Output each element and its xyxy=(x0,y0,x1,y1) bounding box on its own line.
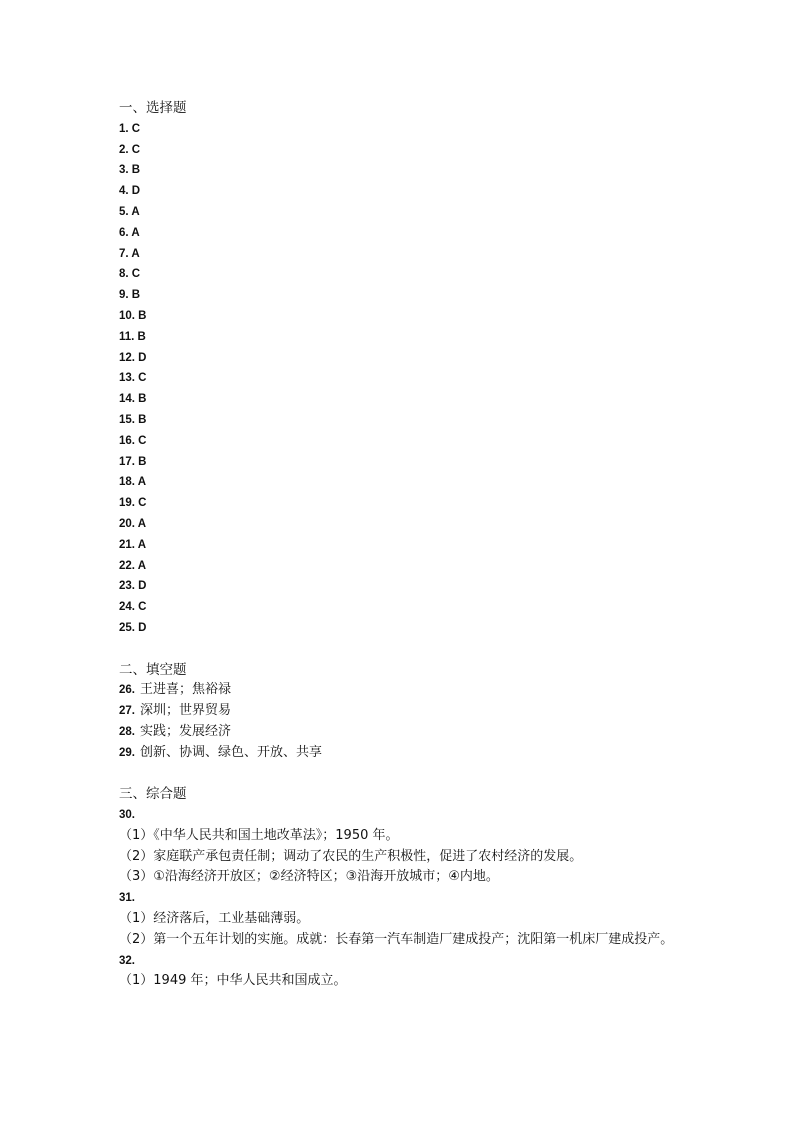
choice-answer-8: 8. C xyxy=(119,268,141,281)
choice-answer-16: 16. C xyxy=(119,434,147,447)
question-number: 27. xyxy=(119,705,135,718)
choice-answer-21: 21. A xyxy=(119,538,147,551)
choice-answer-13: 13. C xyxy=(119,372,147,385)
answer-key-page xyxy=(119,98,689,992)
multiple-choice-answer-list xyxy=(119,119,689,639)
question-number: 26. xyxy=(119,684,135,697)
answer-part-1: （1）经济落后，工业基础薄弱。 xyxy=(119,911,310,927)
choice-answer-9: 9. B xyxy=(119,289,141,302)
choice-answer-20: 20. A xyxy=(119,517,147,530)
question-number: 30. xyxy=(119,809,135,822)
fill-answer-27 xyxy=(119,701,689,722)
choice-answer-14: 14. B xyxy=(119,393,147,406)
choice-answer-19: 19. C xyxy=(119,497,147,510)
comprehensive-question-32 xyxy=(119,951,689,993)
section-heading-fill-in: 二、填空题 xyxy=(119,661,187,678)
answer-text: 王进喜；焦裕禄 xyxy=(140,682,232,698)
choice-answer-22: 22. A xyxy=(119,559,147,572)
choice-answer-12: 12. D xyxy=(119,351,147,364)
choice-answer-17: 17. B xyxy=(119,455,147,468)
fill-answer-28 xyxy=(119,722,689,743)
fill-answer-29 xyxy=(119,743,689,764)
section-heading-comprehensive: 三、综合题 xyxy=(119,786,187,803)
comprehensive-question-30 xyxy=(119,805,689,888)
answer-part-2: （2）家庭联产承包责任制；调动了农民的生产积极性，促进了农村经济的发展。 xyxy=(119,848,583,864)
choice-answer-25: 25. D xyxy=(119,621,147,634)
fill-answer-26 xyxy=(119,680,689,701)
answer-text: 实践；发展经济 xyxy=(140,723,232,739)
answer-text: 深圳；世界贸易 xyxy=(140,703,232,719)
choice-answer-4: 4. D xyxy=(119,185,141,198)
question-number: 32. xyxy=(119,954,135,967)
choice-answer-3: 3. B xyxy=(119,164,141,177)
choice-answer-6: 6. A xyxy=(119,226,140,239)
question-number: 31. xyxy=(119,892,135,905)
section-spacer xyxy=(119,639,689,660)
choice-answer-15: 15. B xyxy=(119,413,147,426)
answer-part-3: （3）①沿海经济开放区；②经济特区；③沿海开放城市；④内地。 xyxy=(119,869,499,885)
answer-part-1: （1）《中华人民共和国土地改革法》；1950 年。 xyxy=(119,827,399,843)
fill-in-answer-list xyxy=(119,680,689,763)
choice-answer-23: 23. D xyxy=(119,580,147,593)
choice-answer-1: 1. C xyxy=(119,122,141,135)
question-number: 28. xyxy=(119,725,135,738)
choice-answer-7: 7. A xyxy=(119,247,140,260)
choice-answer-10: 10. B xyxy=(119,309,147,322)
answer-text: 创新、协调、绿色、开放、共享 xyxy=(140,744,323,760)
choice-answer-5: 5. A xyxy=(119,205,140,218)
comprehensive-question-31 xyxy=(119,888,689,950)
question-number: 29. xyxy=(119,746,135,759)
section-heading-multiple-choice: 一、选择题 xyxy=(119,100,187,116)
choice-answer-2: 2. C xyxy=(119,143,141,156)
choice-answer-18: 18. A xyxy=(119,476,147,489)
answer-part-1: （1）1949 年；中华人民共和国成立。 xyxy=(119,973,347,989)
answer-part-2: （2）第一个五年计划的实施。成就：长春第一汽车制造厂建成投产；沈阳第一机床厂建成投产。 xyxy=(119,931,674,947)
section-spacer xyxy=(119,764,689,785)
choice-answer-24: 24. C xyxy=(119,601,147,614)
choice-answer-11: 11. B xyxy=(119,330,146,343)
